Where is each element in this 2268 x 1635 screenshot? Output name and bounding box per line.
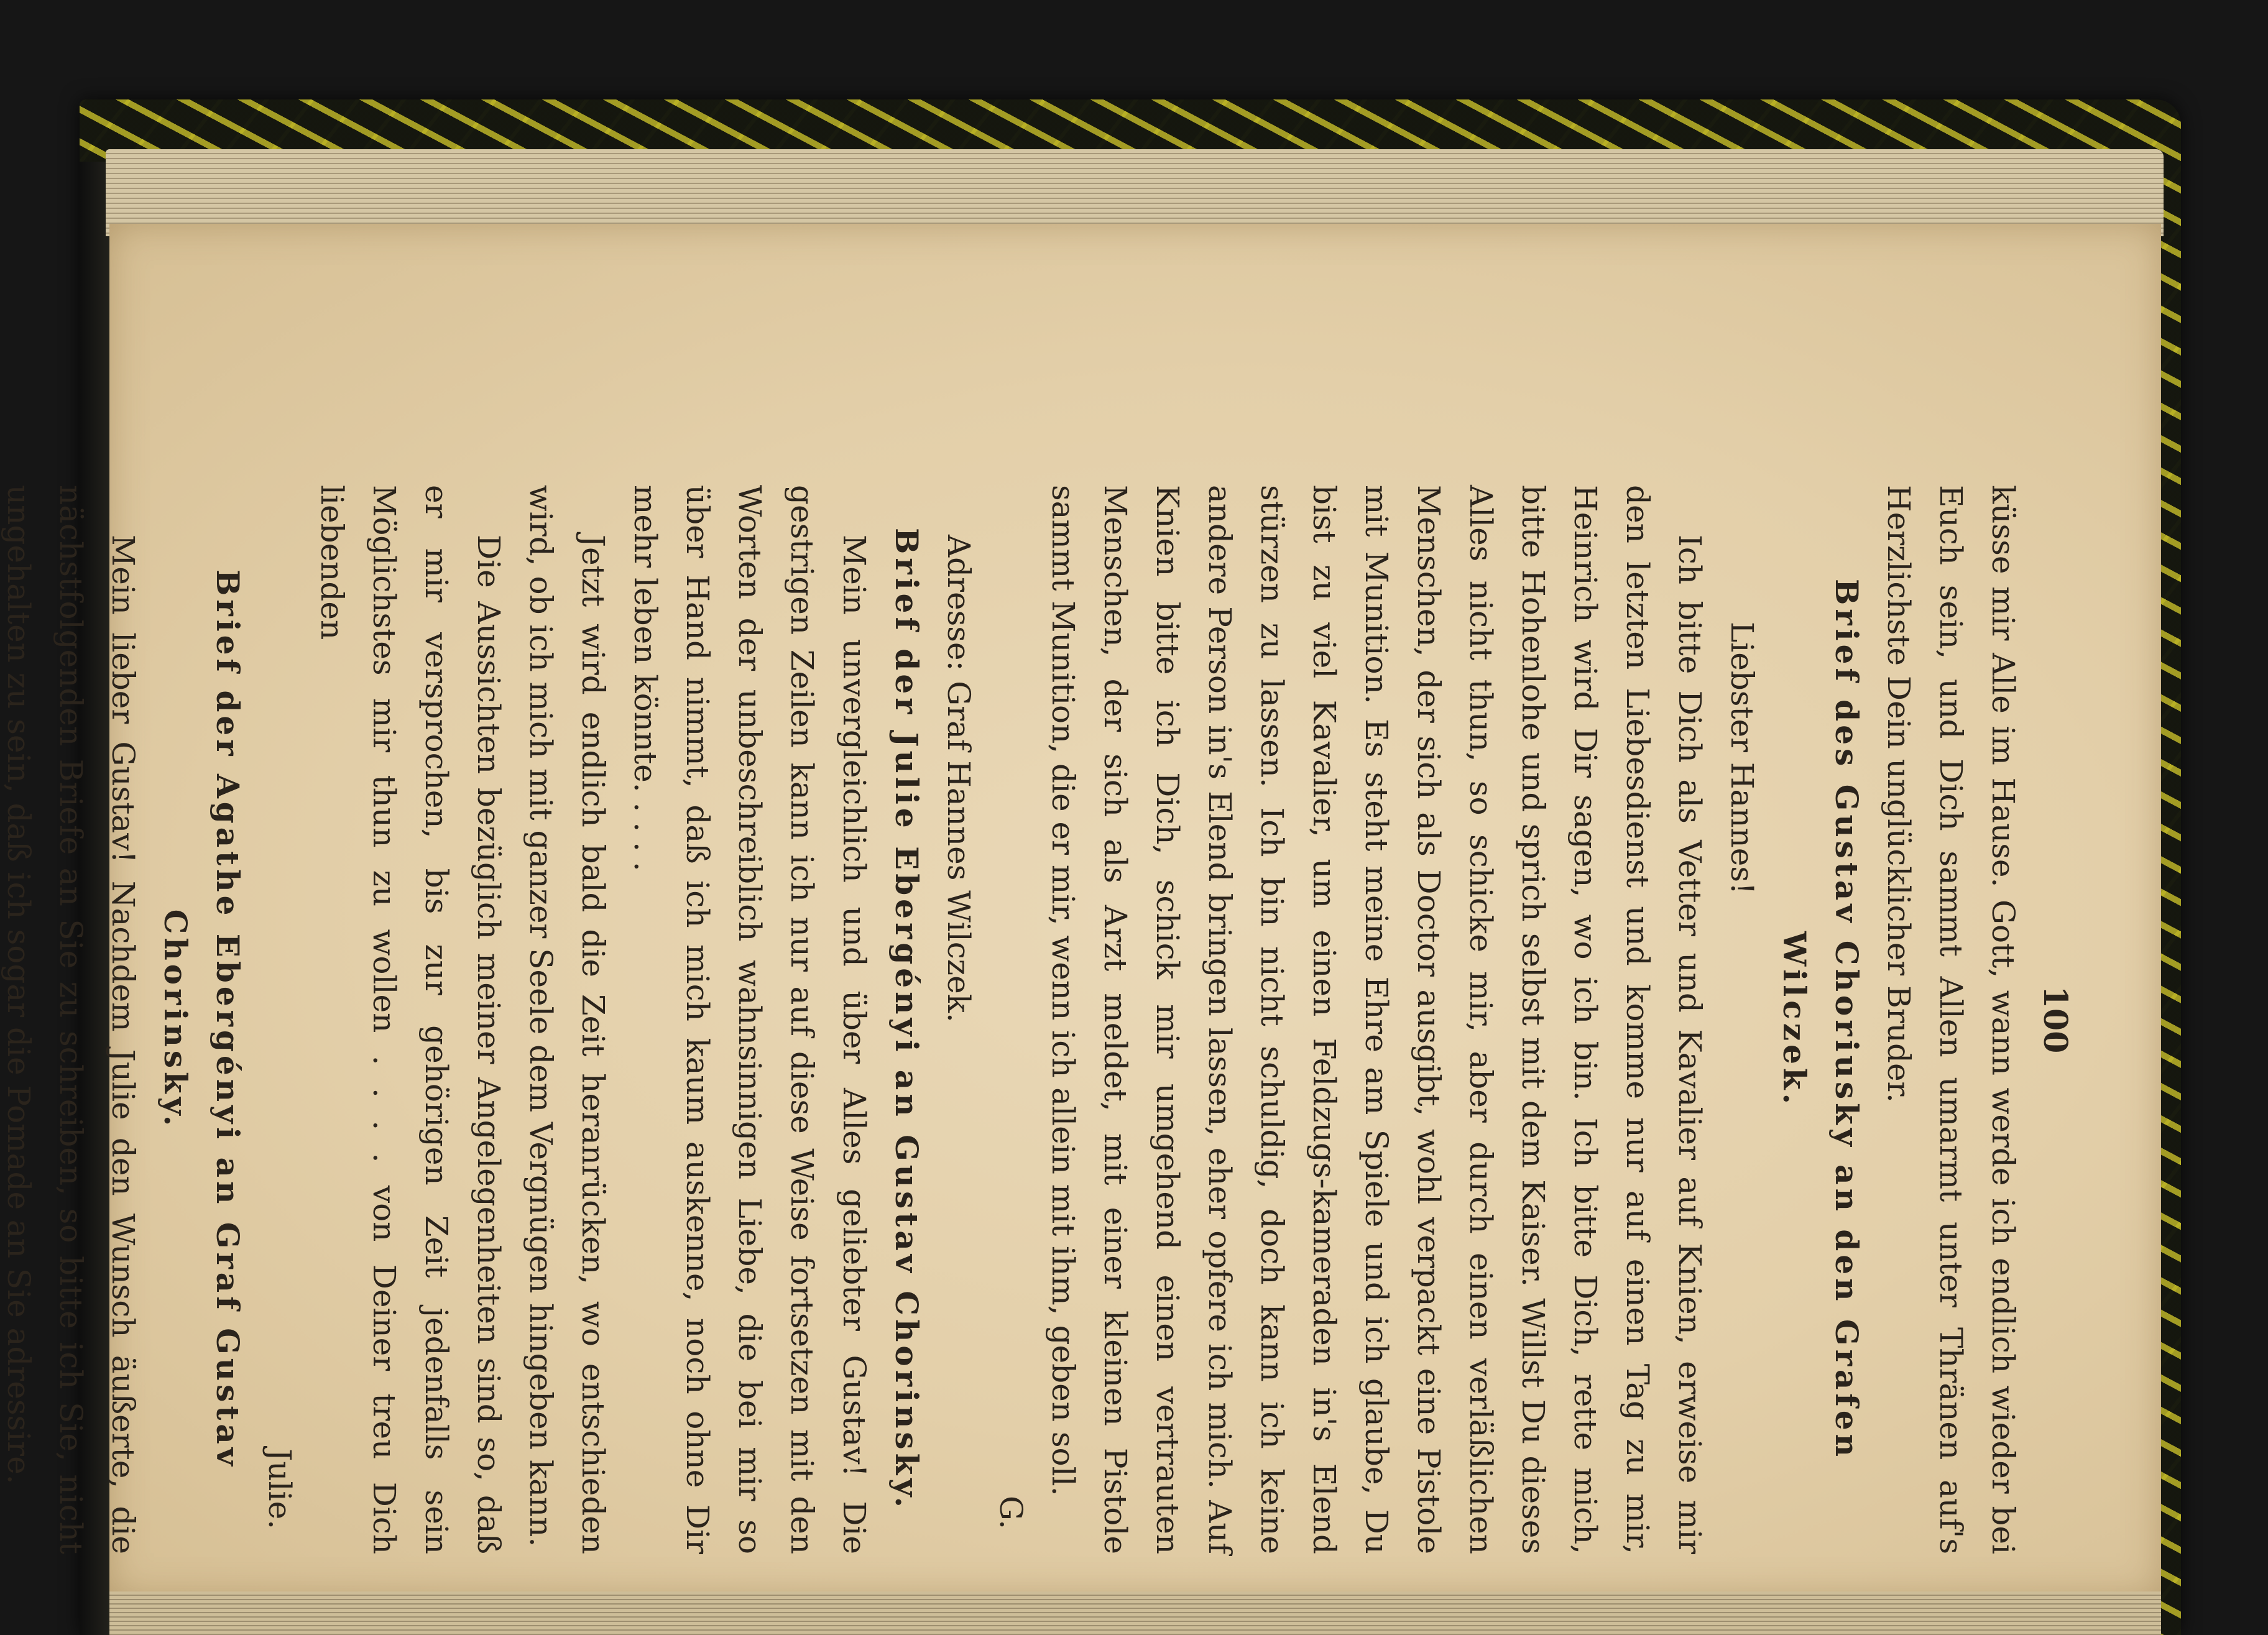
letter-body-paragraph: Ich bitte Dich als Vetter und Kavalier auf Knien, erweise mir den letzten Liebesdienst und komme nur auf einen Tag zu mir, Heinrich wird Dir sagen, wo ich bin. Ich bitte Dich, rette mich, bitte Hohenlohe und sprich selbst mit dem Kaiser. Willst Du dieses Alles nicht thun, so schicke mir, aber durch einen verläßlichen Menschen, der sich als Doctor ausgibt, wohl verpackt eine Pistole mit Munition. Es steht meine Ehre am Spiele und ich glaube, Du bist zu viel Kavalier, um einen Feldzugs-kameraden in's Elend stürzen zu lassen. Ich bin nicht schuldig, doch kann ich keine andere Person in's Elend bringen lassen, eher opfere ich mich. Auf Knien bitte ich Dich, schick mir umgehend einen vertrauten Menschen, der sich als Arzt meldet, mit einer kleinen Pistole sammt Munition, die er mir, wenn ich allein mit ihm, geben soll.: [1045, 485, 1708, 1554]
page-text-block: [1, 485, 2077, 1554]
page-number: 100: [2036, 985, 2074, 1054]
page-edges-top: [106, 149, 2164, 236]
letter-salutation: Liebster Hannes!: [1724, 622, 1760, 895]
letter-heading: Brief der Julie Ebergényi an Gustav Chorinsky.: [888, 528, 925, 1511]
letter-signature: G.: [993, 1495, 1029, 1529]
letter-heading: Brief des Gustav Choriusky an den Grafen Wilczek.: [1776, 578, 1865, 1461]
letter-heading: Brief der Agathe Ebergényi an Graf Gustav Chorinsky.: [157, 569, 246, 1470]
letter-address: Adresse: Graf Hannes Wilczek.: [941, 535, 977, 1023]
letter-body-paragraph: Mein unvergleichlich und über Alles geliebter Gustav! Die gestrigen Zeilen kann ich nur auf diese Weise fortsetzen mit den Worten der unbeschreiblich wahnsinnigen Liebe, die bei mir so über Hand nimmt, daß ich mich kaum auskenne, noch ohne Dir mehr leben könnte. . . . .: [627, 485, 872, 1554]
letter-body-paragraph: Mein lieber Gustav! Nachdem Julie den Wunsch äußerte, die nächstfolgenden Briefe an Sie zu schreiben, so bitte ich Sie, nicht ungehalten zu sein, daß ich sogar die Pomade an Sie adressire.: [1, 485, 141, 1554]
letter-closing-paragraph: küsse mir Alle im Hause. Gott, wann werde ich endlich wieder bei Euch sein, und Dich sammt Allen umarmt unter Thränen auf's Herzlichste Dein unglücklicher Bruder.: [1881, 485, 2021, 1554]
page-edges-bottom: [109, 1591, 2161, 1635]
letter-body-paragraph: Die Aussichten bezüglich meiner Angelegenheiten sind so, daß er mir versprochen, bis zur gehörigen Zeit jedenfalls sein Möglichstes mir thun zu wollen . . . . von Deiner treu Dich liebenden: [314, 485, 507, 1554]
letter-body-paragraph: Jetzt wird endlich bald die Zeit heranrücken, wo entschieden wird, ob ich mich mit ganzer Seele dem Vergnügen hingeben kann.: [523, 485, 611, 1554]
letter-signature: Julie.: [262, 1448, 298, 1529]
